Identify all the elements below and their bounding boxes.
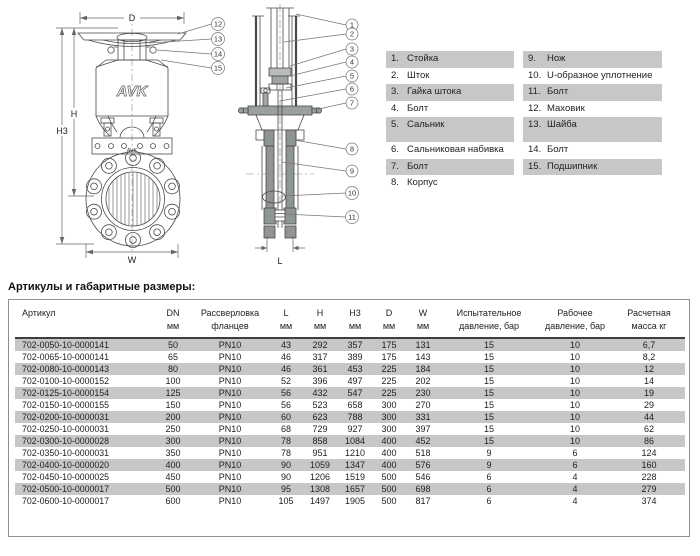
part-number: 8.	[391, 177, 399, 188]
value-cell: 78	[280, 436, 291, 446]
value-cell: 10	[569, 376, 580, 386]
value-cell: 78	[280, 448, 291, 458]
parts-list-item	[523, 84, 662, 101]
value-cell: 546	[415, 472, 431, 482]
stem-and-rods	[252, 8, 300, 107]
valve-front-view-drawing	[8, 4, 236, 280]
value-cell: 10	[569, 388, 580, 398]
value-cell: 453	[347, 364, 363, 374]
part-number: 3.	[391, 86, 399, 97]
parts-list-item	[523, 101, 662, 118]
value-cell: PN10	[218, 460, 242, 470]
dimensions-header-cell	[269, 300, 303, 338]
value-cell: 400	[381, 460, 397, 470]
dimensions-table-row	[15, 423, 685, 435]
value-cell: 331	[415, 412, 431, 422]
parts-list-item	[386, 84, 514, 101]
value-cell: PN10	[218, 472, 242, 482]
header-line-2: мм	[416, 321, 430, 331]
dimensions-table-row	[15, 495, 685, 507]
article-cell: 702-0400-10-0000020	[22, 460, 110, 470]
header-line-2: мм	[382, 321, 396, 331]
value-cell: 658	[347, 400, 363, 410]
callout-1: 1	[349, 20, 355, 30]
value-cell: 131	[415, 340, 431, 350]
header-line-1: Рассверловка	[200, 308, 260, 318]
value-cell: 350	[165, 448, 181, 458]
dimension-h	[56, 28, 118, 196]
value-cell: 576	[415, 460, 431, 470]
value-cell: 6,7	[642, 340, 656, 350]
header-line-2: давление, бар	[458, 321, 520, 331]
dimensions-table-row	[15, 447, 685, 459]
value-cell: 6	[572, 448, 578, 458]
dimensions-table-title: Артикулы и габаритные размеры:	[8, 281, 196, 293]
part-label: Стойка	[407, 53, 439, 64]
parts-list-item	[386, 175, 514, 192]
value-cell: 15	[483, 388, 494, 398]
value-cell: 10	[569, 364, 580, 374]
value-cell: 357	[347, 340, 363, 350]
dimensions-header-row	[15, 300, 685, 338]
parts-list-left-column	[386, 51, 514, 192]
value-cell: 500	[165, 484, 181, 494]
value-cell: 105	[278, 496, 294, 506]
dim-label-d: D	[128, 13, 136, 23]
dimension-l	[255, 236, 305, 252]
dimensions-header-cell	[15, 300, 155, 338]
value-cell: 518	[415, 448, 431, 458]
yoke-plate	[238, 106, 321, 115]
value-cell: 50	[167, 340, 178, 350]
part-label: U-образное уплотнение	[547, 69, 653, 81]
value-cell: 125	[165, 388, 181, 398]
value-cell: 788	[347, 412, 363, 422]
callout-12: 12	[213, 19, 223, 29]
dimensions-table-row	[15, 459, 685, 471]
value-cell: 1308	[309, 484, 331, 494]
value-cell: 4	[572, 496, 578, 506]
value-cell: 44	[643, 412, 654, 422]
value-cell: 10	[569, 412, 580, 422]
dimensions-table-row	[15, 387, 685, 399]
value-cell: 100	[165, 376, 181, 386]
value-cell: 300	[381, 412, 397, 422]
header-line-2: масса кг	[631, 321, 667, 331]
value-cell: 9	[486, 460, 492, 470]
value-cell: 600	[165, 496, 181, 506]
article-cell: 702-0050-10-0000141	[22, 340, 110, 350]
part-label: Сальник	[407, 119, 445, 130]
value-cell: 68	[280, 424, 291, 434]
value-cell: 698	[415, 484, 431, 494]
value-cell: 15	[483, 412, 494, 422]
value-cell: 500	[381, 472, 397, 482]
dimensions-table-row	[15, 351, 685, 363]
body-flange	[86, 151, 180, 248]
header-line-2: давление, бар	[544, 321, 606, 331]
article-cell: 702-0500-10-0000017	[22, 484, 110, 494]
value-cell: PN10	[218, 448, 242, 458]
value-cell: 951	[312, 448, 328, 458]
value-cell: 15	[483, 400, 494, 410]
value-cell: 60	[280, 412, 291, 422]
value-cell: 729	[312, 424, 328, 434]
value-cell: 10	[569, 352, 580, 362]
part-label: Подшипник	[547, 160, 598, 172]
value-cell: 927	[347, 424, 363, 434]
value-cell: PN10	[218, 436, 242, 446]
value-cell: 1347	[344, 460, 366, 470]
callout-6: 6	[349, 84, 355, 94]
dimensions-header-cell	[441, 300, 537, 338]
value-cell: 1059	[309, 460, 331, 470]
header-line-1: H3	[349, 308, 361, 318]
value-cell: 400	[165, 460, 181, 470]
value-cell: 184	[415, 364, 431, 374]
parts-list-item	[523, 68, 662, 85]
value-cell: 15	[483, 424, 494, 434]
header-line-2: мм	[313, 321, 327, 331]
article-cell: 702-0600-10-0000017	[22, 496, 110, 506]
value-cell: 202	[415, 376, 431, 386]
value-cell: 4	[572, 484, 578, 494]
value-cell: 228	[641, 472, 657, 482]
value-cell: 500	[381, 496, 397, 506]
value-cell: 19	[643, 388, 654, 398]
callout-11: 11	[348, 212, 356, 222]
value-cell: 10	[569, 424, 580, 434]
value-cell: 858	[312, 436, 328, 446]
part-number: 7.	[391, 160, 399, 172]
dimensions-table-body	[15, 338, 685, 507]
dimensions-header-cell	[613, 300, 685, 338]
header-line-1: Артикул	[22, 308, 56, 318]
dimensions-table-row	[15, 471, 685, 483]
value-cell: PN10	[218, 376, 242, 386]
callout-15: 15	[213, 63, 223, 73]
article-cell: 702-0200-10-0000031	[22, 412, 110, 422]
value-cell: 1519	[344, 472, 366, 482]
value-cell: 10	[569, 400, 580, 410]
value-cell: 225	[381, 376, 397, 386]
value-cell: 1206	[309, 472, 331, 482]
parts-list-item	[386, 51, 514, 68]
value-cell: 6	[486, 472, 492, 482]
value-cell: 400	[381, 448, 397, 458]
part-label: Шток	[407, 69, 430, 81]
article-cell: 702-0450-10-0000025	[22, 472, 110, 482]
value-cell: 10	[569, 436, 580, 446]
value-cell: 56	[280, 388, 291, 398]
value-cell: 143	[415, 352, 431, 362]
value-cell: 450	[165, 472, 181, 482]
part-number: 9.	[528, 53, 536, 64]
parts-list-item	[386, 68, 514, 85]
value-cell: 90	[280, 472, 291, 482]
value-cell: 300	[165, 436, 181, 446]
value-cell: 95	[280, 484, 291, 494]
value-cell: 90	[280, 460, 291, 470]
value-cell: 361	[312, 364, 328, 374]
value-cell: 400	[381, 436, 397, 446]
value-cell: 12	[643, 364, 654, 374]
callout-14: 14	[213, 49, 223, 59]
parts-list	[386, 51, 662, 192]
dimensions-table-row	[15, 399, 685, 411]
part-number: 4.	[391, 102, 399, 114]
dimensions-header-cell	[303, 300, 337, 338]
value-cell: 52	[280, 376, 291, 386]
value-cell: 65	[167, 352, 178, 362]
value-cell: 15	[483, 376, 494, 386]
parts-list-item	[386, 142, 514, 159]
callout-7: 7	[349, 98, 355, 108]
article-cell: 702-0065-10-0000141	[22, 352, 110, 362]
article-cell: 702-0150-10-0000155	[22, 400, 110, 410]
value-cell: 4	[572, 472, 578, 482]
value-cell: 15	[483, 352, 494, 362]
value-cell: 14	[643, 376, 654, 386]
header-line-1: L	[283, 308, 289, 318]
part-label: Болт	[547, 144, 569, 155]
callout-4: 4	[349, 57, 355, 67]
value-cell: 270	[415, 400, 431, 410]
dimensions-table-row	[15, 411, 685, 423]
parts-list-item	[386, 117, 514, 142]
value-cell: 432	[312, 388, 328, 398]
article-cell: 702-0080-10-0000143	[22, 364, 110, 374]
header-line-2: мм	[348, 321, 362, 331]
header-line-1: Расчетная	[627, 308, 671, 318]
value-cell: 6	[572, 460, 578, 470]
value-cell: 523	[312, 400, 328, 410]
dimensions-header-cell	[405, 300, 441, 338]
parts-list-item	[523, 159, 662, 176]
value-cell: 279	[641, 484, 657, 494]
value-cell: PN10	[218, 400, 242, 410]
dimensions-table-header	[15, 300, 685, 338]
header-line-2: мм	[279, 321, 293, 331]
value-cell: PN10	[218, 340, 242, 350]
article-cell: 702-0300-10-0000028	[22, 436, 110, 446]
part-number: 1.	[391, 53, 399, 64]
header-line-1: H	[316, 308, 324, 318]
parts-list-item	[386, 101, 514, 118]
value-cell: 623	[312, 412, 328, 422]
value-cell: 1497	[309, 496, 331, 506]
value-cell: 292	[312, 340, 328, 350]
value-cell: 15	[483, 364, 494, 374]
value-cell: 250	[165, 424, 181, 434]
dimensions-table-row	[15, 435, 685, 447]
part-number: 12.	[528, 102, 542, 114]
value-cell: 1905	[344, 496, 366, 506]
article-cell: 702-0350-10-0000031	[22, 448, 110, 458]
part-number: 13.	[528, 119, 542, 130]
callout-3: 3	[349, 44, 355, 54]
value-cell: 15	[483, 340, 494, 350]
value-cell: 62	[643, 424, 654, 434]
value-cell: 396	[312, 376, 328, 386]
gate-hatching	[109, 172, 157, 226]
value-cell: 10	[569, 340, 580, 350]
packing-bolt	[261, 88, 270, 106]
value-cell: PN10	[218, 484, 242, 494]
value-cell: 6	[486, 484, 492, 494]
bottom-seal-area	[264, 208, 296, 238]
header-line-1: D	[385, 308, 393, 318]
part-number: 15.	[528, 160, 542, 172]
header-line-1: W	[418, 308, 428, 318]
header-line-1: DN	[166, 308, 180, 318]
value-cell: PN10	[218, 364, 242, 374]
callout-13: 13	[213, 34, 223, 44]
valve-section-view-drawing	[238, 4, 370, 276]
dimensions-header-cell	[337, 300, 373, 338]
value-cell: 124	[641, 448, 657, 458]
part-number: 11.	[528, 86, 541, 97]
value-cell: 1210	[344, 448, 366, 458]
value-cell: PN10	[218, 388, 242, 398]
value-cell: 43	[280, 340, 291, 350]
header-line-1: Испытательное	[456, 308, 522, 318]
dimensions-table-row	[15, 483, 685, 495]
value-cell: 497	[347, 376, 363, 386]
dimensions-table-row	[15, 375, 685, 387]
value-cell: 6	[486, 496, 492, 506]
value-cell: PN10	[218, 496, 242, 506]
dim-label-l: L	[277, 256, 283, 266]
parts-list-item	[386, 159, 514, 176]
callout-2: 2	[349, 29, 355, 39]
article-cell: 702-0125-10-0000154	[22, 388, 110, 398]
parts-list-item	[523, 142, 662, 159]
value-cell: 160	[641, 460, 657, 470]
value-cell: PN10	[218, 412, 242, 422]
value-cell: 200	[165, 412, 181, 422]
part-label: Болт	[547, 86, 569, 97]
value-cell: PN10	[218, 352, 242, 362]
dim-label-w: W	[127, 255, 137, 265]
avk-logo: AVK	[116, 83, 148, 100]
value-cell: 56	[280, 400, 291, 410]
callout-9: 9	[349, 166, 355, 176]
value-cell: 8,2	[642, 352, 656, 362]
value-cell: 230	[415, 388, 431, 398]
value-cell: 86	[643, 436, 654, 446]
value-cell: PN10	[218, 424, 242, 434]
dimensions-header-cell	[155, 300, 191, 338]
part-number: 10.	[528, 69, 542, 81]
value-cell: 397	[415, 424, 431, 434]
dimensions-header-cell	[373, 300, 405, 338]
value-cell: 317	[312, 352, 328, 362]
part-label: Нож	[547, 53, 566, 64]
header-line-2: мм	[166, 321, 180, 331]
header-line-2	[22, 320, 155, 333]
parts-list-right-column	[523, 51, 662, 192]
value-cell: 225	[381, 364, 397, 374]
value-cell: 389	[347, 352, 363, 362]
value-cell: 500	[381, 484, 397, 494]
value-cell: 817	[415, 496, 431, 506]
article-cell: 702-0250-10-0000031	[22, 424, 110, 434]
value-cell: 29	[643, 400, 654, 410]
value-cell: 175	[381, 340, 397, 350]
part-label: Сальниковая набивка	[407, 144, 504, 155]
header-line-2: фланцев	[211, 321, 249, 331]
part-label: Болт	[407, 160, 429, 172]
value-cell: 1084	[344, 436, 366, 446]
value-cell: 46	[280, 364, 291, 374]
value-cell: 80	[167, 364, 178, 374]
value-cell: 175	[381, 352, 397, 362]
value-cell: 300	[381, 400, 397, 410]
dimensions-header-cell	[537, 300, 613, 338]
dimensions-table-row	[15, 338, 685, 351]
part-number: 6.	[391, 144, 399, 155]
callout-8: 8	[349, 144, 355, 154]
part-number: 14.	[528, 144, 542, 155]
value-cell: 225	[381, 388, 397, 398]
part-label: Шайба	[547, 119, 577, 130]
value-cell: 374	[641, 496, 657, 506]
part-number: 2.	[391, 69, 399, 81]
header-line-1: Рабочее	[557, 308, 593, 318]
parts-list-item	[523, 117, 662, 142]
avk-logo-small: AVK	[126, 148, 138, 154]
callout-10: 10	[347, 188, 357, 198]
part-label: Маховик	[547, 102, 585, 114]
value-cell: 46	[280, 352, 291, 362]
dimensions-header-cell	[191, 300, 269, 338]
part-label: Гайка штока	[407, 86, 462, 97]
value-cell: 9	[486, 448, 492, 458]
value-cell: 150	[165, 400, 181, 410]
value-cell: 547	[347, 388, 363, 398]
dim-label-h3: H3	[56, 126, 68, 136]
article-cell: 702-0100-10-0000152	[22, 376, 110, 386]
dimensions-table-row	[15, 363, 685, 375]
dimensions-table	[15, 300, 685, 507]
value-cell: 452	[415, 436, 431, 446]
part-label: Болт	[407, 102, 429, 114]
parts-list-item	[523, 51, 662, 68]
part-label: Корпус	[407, 177, 438, 188]
dimensions-table-box	[8, 299, 690, 537]
value-cell: 15	[483, 436, 494, 446]
value-cell: 1657	[344, 484, 366, 494]
callout-5: 5	[349, 71, 355, 81]
value-cell: 300	[381, 424, 397, 434]
dim-label-h: H	[70, 109, 78, 119]
part-number: 5.	[391, 119, 399, 130]
